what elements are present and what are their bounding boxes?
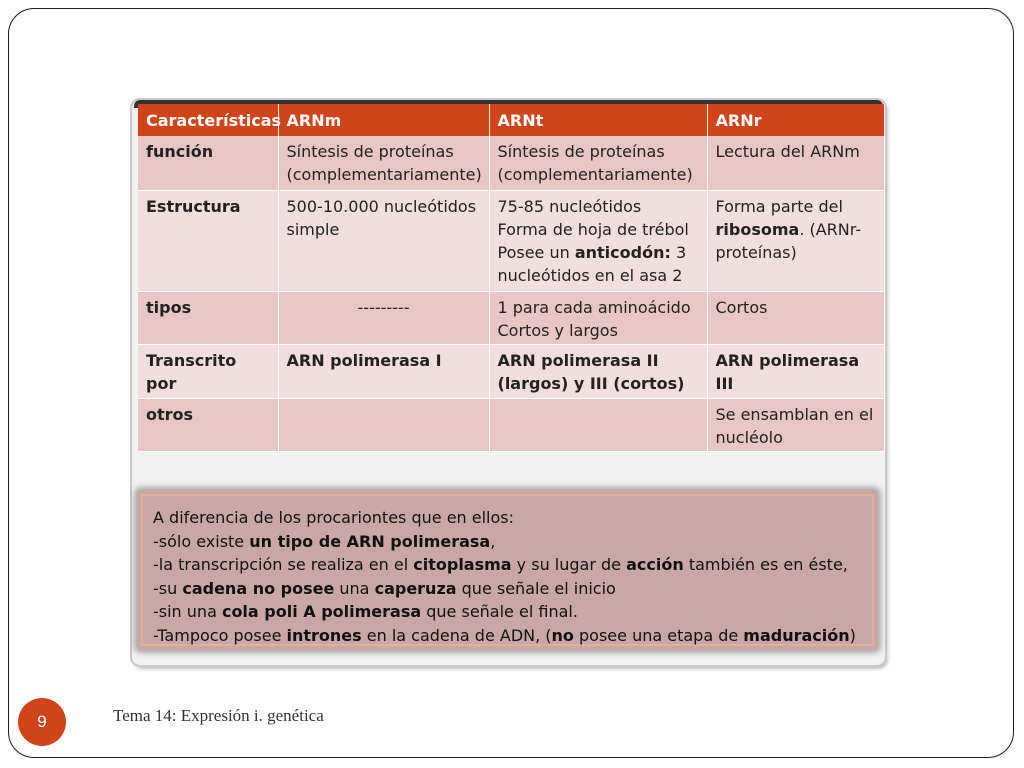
row-label-funcion: función xyxy=(138,136,278,190)
text-fragment: ) xyxy=(849,625,856,645)
text-fragment: posee una etapa de xyxy=(573,625,744,645)
bold-fragment: intrones xyxy=(286,625,362,645)
cell-line: ARN polimerasa II xyxy=(497,350,659,370)
cell-estructura-arnr xyxy=(707,190,884,291)
prokaryote-note-box xyxy=(137,490,878,650)
text-fragment: -la transcripción se realiza en el xyxy=(153,555,414,574)
table-row-otros xyxy=(138,398,884,451)
note-text-block xyxy=(141,494,874,646)
cell-line: nucleótidos en el asa 2 xyxy=(497,265,683,285)
note-line-2 xyxy=(153,530,862,554)
cell-line: (complementariamente) xyxy=(497,165,693,184)
text-fragment: -su xyxy=(153,578,183,598)
cell-tipos-arnm: --------- xyxy=(278,291,489,344)
table-row-tipos xyxy=(138,291,884,344)
text-fragment: -sin una xyxy=(153,602,222,621)
bold-fragment: caperuza xyxy=(374,578,457,598)
cell-line: Síntesis de proteínas xyxy=(286,142,454,161)
note-line-3 xyxy=(153,553,862,577)
bold-fragment: cola poli A polimerasa xyxy=(221,602,422,621)
bold-fragment: citoplasma xyxy=(413,555,512,574)
header-arnr: ARNr xyxy=(707,104,884,136)
cell-line: nucléolo xyxy=(715,427,783,447)
cell-line: 1 para cada aminoácido xyxy=(497,297,691,317)
row-label-otros: otros xyxy=(138,398,278,451)
bold-fragment: cadena no posee xyxy=(182,578,335,598)
note-line-1: A diferencia de los procariontes que en ellos: xyxy=(153,508,515,527)
cell-line: 500-10.000 nucleótidos xyxy=(286,196,477,216)
bold-fragment: un tipo de ARN polimerasa xyxy=(249,531,491,551)
table-row-estructura xyxy=(138,190,884,291)
text-fragment: que señale el inicio xyxy=(456,578,616,598)
header-arnt: ARNt xyxy=(489,104,707,136)
cell-line: 75-85 nucleótidos xyxy=(497,196,642,216)
table-row-funcion xyxy=(138,136,884,190)
cell-tipos-arnr xyxy=(707,291,884,344)
text-fragment: Posee un xyxy=(497,242,575,262)
page-number-badge: 9 xyxy=(18,698,66,746)
row-label-estructura: Estructura xyxy=(138,190,278,291)
note-line-6 xyxy=(153,624,862,648)
cell-line: Cortos xyxy=(715,297,768,317)
text-fragment: y su lugar de xyxy=(511,555,627,574)
cell-funcion-arnt xyxy=(489,136,707,190)
text-fragment: , xyxy=(490,531,496,551)
cell-line xyxy=(716,218,876,241)
cell-transcrito-arnm: ARN polimerasa I xyxy=(278,344,489,398)
cell-estructura-arnt xyxy=(489,190,707,291)
row-label-transcrito: Transcrito por xyxy=(138,344,278,398)
text-fragment: . (ARNr- xyxy=(799,219,862,239)
cell-transcrito-arnr: ARN polimerasa III xyxy=(707,344,884,398)
table-header-row xyxy=(138,104,884,136)
bold-fragment: ribosoma xyxy=(715,219,800,239)
table-row-transcrito xyxy=(138,344,884,398)
cell-line: (largos) y III (cortos) xyxy=(497,373,685,393)
cell-funcion-arnr xyxy=(707,136,884,190)
cell-transcrito-arnt xyxy=(489,344,707,398)
note-line-4 xyxy=(153,577,862,601)
text-fragment: -sólo existe xyxy=(153,531,250,551)
cell-otros-arnt xyxy=(489,398,707,451)
note-line-5 xyxy=(153,600,862,624)
cell-line: Forma parte del xyxy=(715,196,843,216)
cell-funcion-arnm xyxy=(278,136,489,190)
bold-fragment: maduración xyxy=(743,625,850,645)
bold-fragment: acción xyxy=(626,555,684,574)
cell-line: (complementariamente) xyxy=(286,165,482,184)
text-fragment: 3 xyxy=(670,242,687,262)
text-fragment: -Tampoco posee xyxy=(153,625,287,645)
footer-title: Tema 14: Expresión i. genética xyxy=(113,706,324,725)
rna-comparison-table xyxy=(138,104,885,452)
cell-line xyxy=(498,241,699,264)
bold-fragment: no xyxy=(551,625,574,645)
cell-otros-arnr xyxy=(707,398,884,451)
cell-line: Cortos y largos xyxy=(497,320,618,340)
cell-line: simple xyxy=(286,219,340,239)
text-fragment: que señale el final. xyxy=(421,602,578,621)
cell-line: Forma de hoja de trébol xyxy=(497,219,689,239)
header-caracteristicas: Características xyxy=(138,104,278,136)
cell-line: proteínas) xyxy=(715,242,797,262)
text-fragment: una xyxy=(334,578,375,598)
row-label-tipos: tipos xyxy=(138,291,278,344)
cell-line: Síntesis de proteínas xyxy=(497,142,665,161)
text-fragment: en la cadena de ADN, ( xyxy=(361,625,552,645)
header-arnm: ARNm xyxy=(278,104,489,136)
cell-line: Se ensamblan en el xyxy=(715,404,874,424)
cell-estructura-arnm xyxy=(278,190,489,291)
cell-tipos-arnt xyxy=(489,291,707,344)
cell-line: Lectura del ARNm xyxy=(715,142,860,161)
bold-fragment: anticodón: xyxy=(574,242,671,262)
text-fragment: también es en éste, xyxy=(683,555,848,574)
cell-otros-arnm xyxy=(278,398,489,451)
